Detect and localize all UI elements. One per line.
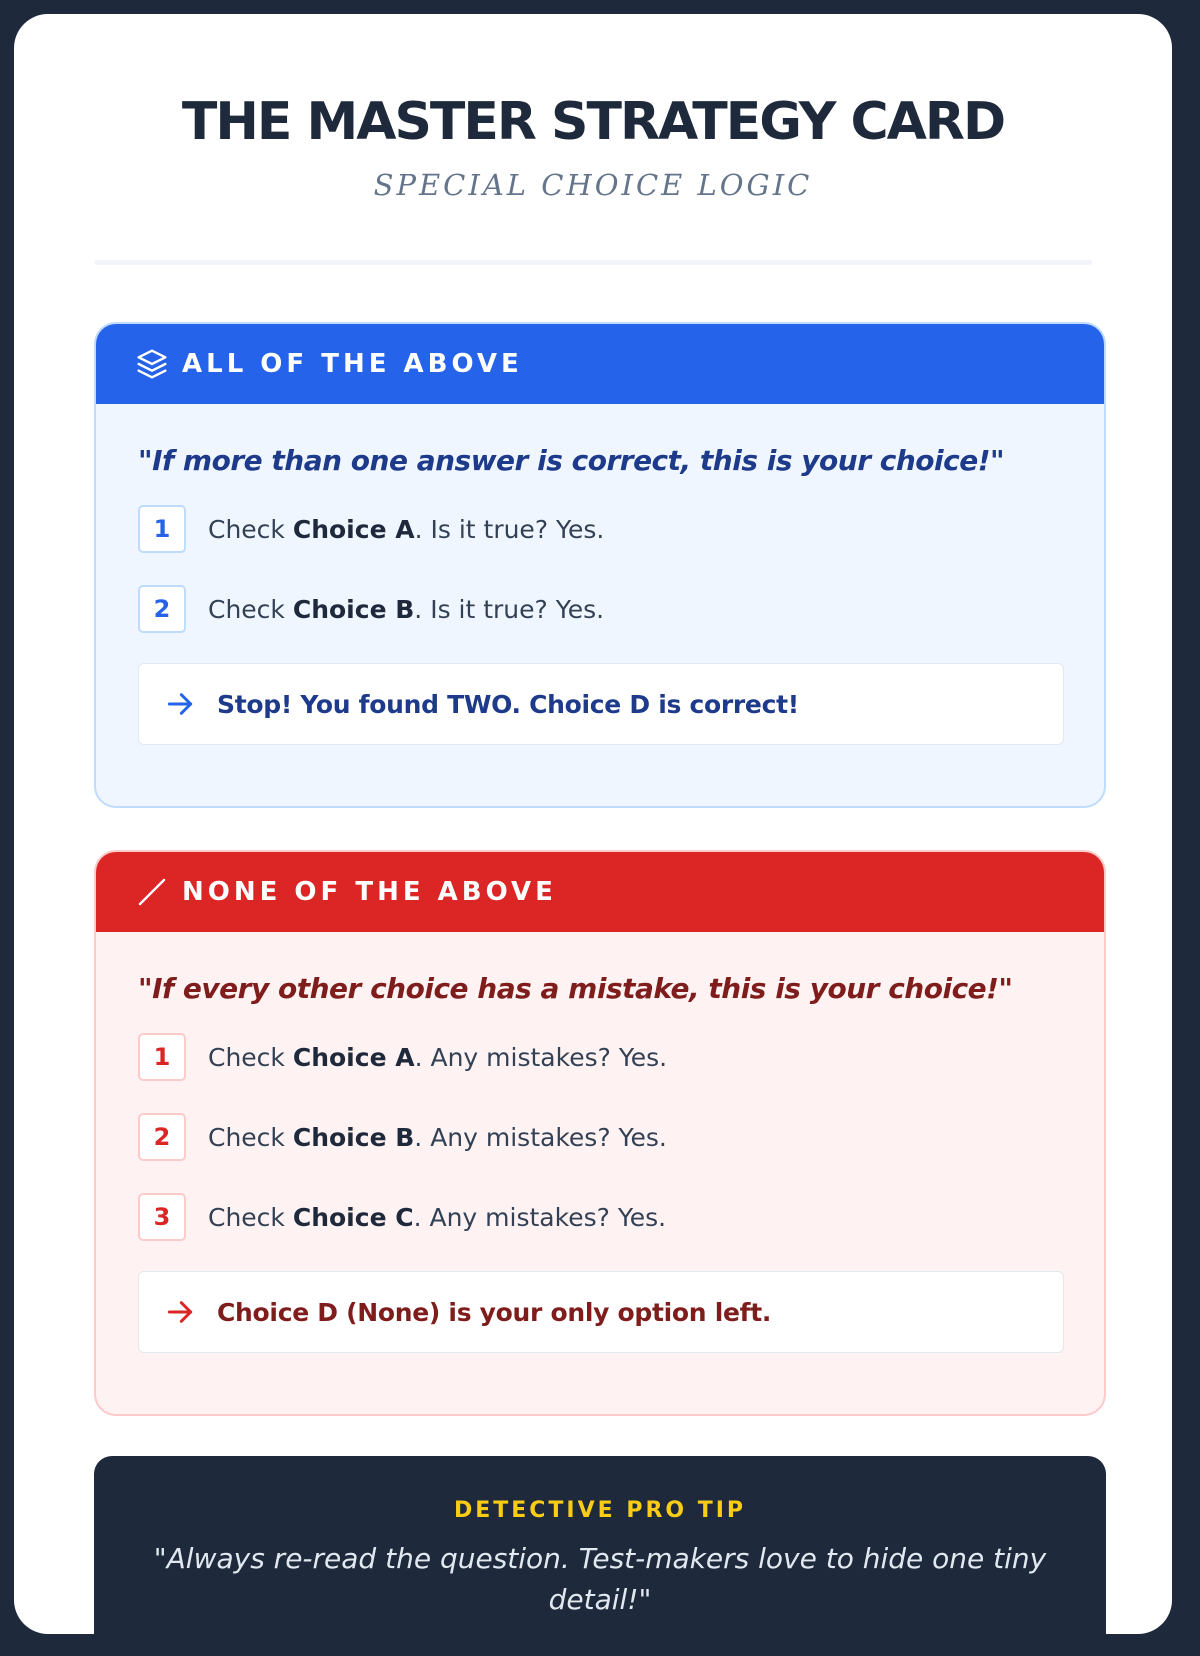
section-quote: "If every other choice has a mistake, this is your choice!" — [138, 972, 1013, 1005]
arrow-right-icon — [163, 1295, 197, 1329]
step-text: Check Choice B. Is it true? Yes. — [208, 594, 605, 624]
step-number: 2 — [138, 1113, 186, 1161]
pro-tip-box — [94, 1456, 1106, 1656]
pro-tip-text: "Always re-read the question. Test-makers love to hide one tiny detail!" — [153, 1542, 1047, 1616]
section-title: ALL OF THE ABOVE — [182, 349, 523, 379]
step-item — [138, 1111, 1104, 1163]
step-item — [138, 503, 1104, 555]
section-quote: "If more than one answer is correct, this is your choice!" — [138, 444, 1005, 477]
arrow-right-icon — [163, 687, 197, 721]
slash-icon — [136, 876, 168, 908]
all-of-the-above-section — [94, 322, 1106, 808]
step-number: 2 — [138, 585, 186, 633]
step-text: Check Choice A. Any mistakes? Yes. — [208, 1042, 668, 1072]
step-text: Check Choice B. Any mistakes? Yes. — [208, 1122, 667, 1152]
strategy-card — [14, 14, 1172, 1634]
step-list — [138, 503, 1104, 635]
result-text: Choice D (None) is your only option left. — [217, 1297, 772, 1327]
card-header — [14, 14, 1172, 202]
result-box — [138, 1271, 1064, 1353]
result-box — [138, 663, 1064, 745]
section-header — [96, 852, 1104, 932]
step-item — [138, 1031, 1104, 1083]
step-list — [138, 1031, 1104, 1243]
pro-tip-label: DETECTIVE PRO TIP — [453, 1498, 747, 1523]
step-text: Check Choice C. Any mistakes? Yes. — [208, 1202, 667, 1232]
step-item — [138, 1191, 1104, 1243]
layers-icon — [136, 348, 168, 380]
step-number: 1 — [138, 505, 186, 553]
none-of-the-above-section — [94, 850, 1106, 1416]
step-number: 3 — [138, 1193, 186, 1241]
header-divider — [94, 260, 1092, 265]
step-number: 1 — [138, 1033, 186, 1081]
result-text: Stop! You found TWO. Choice D is correct! — [217, 689, 799, 719]
section-title: NONE OF THE ABOVE — [182, 877, 557, 907]
step-item — [138, 583, 1104, 635]
section-header — [96, 324, 1104, 404]
step-text: Check Choice A. Is it true? Yes. — [208, 514, 605, 544]
page-subtitle: SPECIAL CHOICE LOGIC — [373, 168, 813, 202]
page-title: THE MASTER STRATEGY CARD — [181, 92, 1005, 152]
